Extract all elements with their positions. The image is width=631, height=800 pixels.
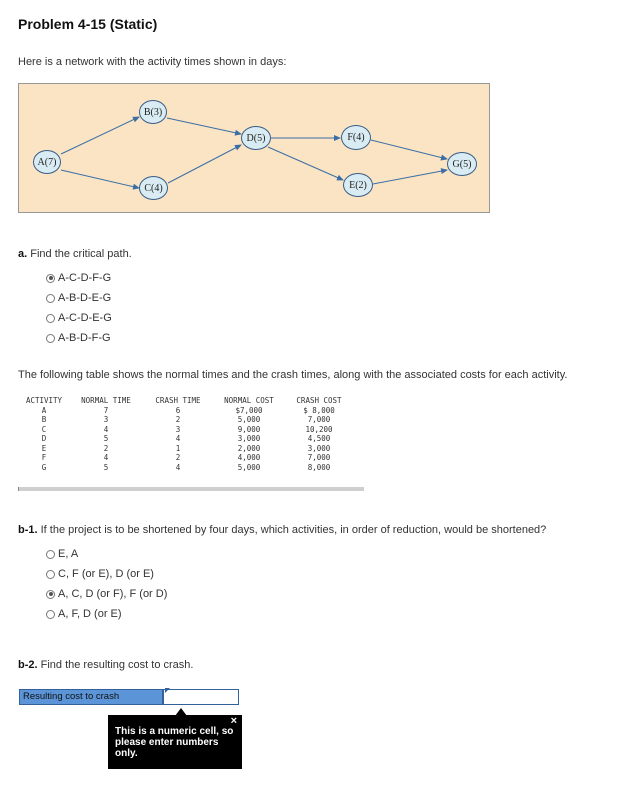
table-cell: 4,000 bbox=[237, 453, 261, 462]
option-a-3[interactable] bbox=[46, 308, 112, 328]
table-cell: G bbox=[41, 462, 47, 472]
edge-f-g bbox=[371, 140, 447, 159]
option-b1-3[interactable] bbox=[46, 584, 167, 604]
table-row bbox=[18, 453, 363, 463]
table-cell: 3 bbox=[175, 424, 181, 434]
table-row bbox=[18, 425, 363, 435]
active-cell-indicator-icon bbox=[165, 688, 170, 693]
radio-selected-icon[interactable] bbox=[46, 590, 55, 599]
radio-icon[interactable] bbox=[46, 570, 55, 579]
option-a-2[interactable] bbox=[46, 288, 112, 308]
table-row bbox=[18, 434, 363, 444]
table-cell: 7 bbox=[103, 405, 109, 415]
node-a: A(7) bbox=[33, 150, 61, 174]
option-label: A-B-D-E-G bbox=[58, 292, 112, 304]
numeric-cell-tooltip bbox=[108, 715, 242, 769]
option-label: A, C, D (or F), F (or D) bbox=[58, 588, 168, 600]
edge-a-b bbox=[61, 117, 139, 154]
table-cell: 2 bbox=[175, 453, 181, 462]
option-label: A-C-D-F-G bbox=[58, 272, 112, 284]
question-a-options bbox=[46, 268, 112, 348]
header-cell: CRASH COST bbox=[296, 396, 342, 405]
table-row bbox=[18, 406, 363, 416]
table-cell: 5 bbox=[103, 462, 109, 472]
radio-icon[interactable] bbox=[46, 314, 55, 323]
question-b1-options bbox=[46, 544, 167, 624]
header-cell: NORMAL COST bbox=[224, 396, 274, 405]
table-cell: 3,000 bbox=[237, 434, 261, 443]
header-cell: CRASH TIME bbox=[155, 396, 201, 405]
radio-selected-icon[interactable] bbox=[46, 274, 55, 283]
question-b1-label: b-1. bbox=[18, 524, 38, 536]
option-label: C, F (or E), D (or E) bbox=[58, 568, 154, 580]
table-cell: 6 bbox=[175, 405, 181, 415]
edge-b-d bbox=[167, 118, 241, 134]
table-cell: F bbox=[41, 453, 47, 462]
table-cell: 7,000 bbox=[307, 415, 331, 424]
option-b1-2[interactable] bbox=[46, 564, 167, 584]
table-row bbox=[18, 463, 363, 473]
activity-table bbox=[18, 396, 363, 472]
table-scrollbar[interactable] bbox=[18, 487, 364, 491]
table-cell: 3,000 bbox=[307, 443, 331, 453]
option-label: A, F, D (or E) bbox=[58, 608, 122, 620]
radio-icon[interactable] bbox=[46, 334, 55, 343]
table-cell: 9,000 bbox=[237, 424, 261, 434]
node-c: C(4) bbox=[139, 176, 168, 200]
table-cell: 5 bbox=[103, 434, 109, 443]
table-cell: D bbox=[41, 434, 47, 443]
question-b1-text: If the project is to be shortened by four days, which activities, in order of reduction, would be shortened? bbox=[40, 524, 547, 536]
close-icon[interactable]: × bbox=[230, 715, 237, 727]
radio-icon[interactable] bbox=[46, 610, 55, 619]
answer-input[interactable] bbox=[164, 694, 238, 708]
table-cell: 4 bbox=[175, 462, 181, 472]
problem-title: Problem 4-15 (Static) bbox=[18, 16, 158, 32]
tooltip-text: This is a numeric cell, so please enter numbers only. bbox=[115, 726, 234, 759]
table-cell: $7,000 bbox=[235, 405, 263, 415]
table-cell: 8,000 bbox=[307, 462, 331, 472]
node-f: F(4) bbox=[341, 125, 371, 150]
question-b2-text: Find the resulting cost to crash. bbox=[40, 659, 194, 671]
table-cell: E bbox=[41, 443, 47, 453]
answer-label: Resulting cost to crash bbox=[19, 689, 163, 705]
question-a-text: Find the critical path. bbox=[30, 248, 132, 260]
table-row bbox=[18, 415, 363, 425]
option-b1-4[interactable] bbox=[46, 604, 167, 624]
table-cell: A bbox=[41, 405, 47, 415]
header-cell: ACTIVITY bbox=[25, 396, 63, 405]
option-label: E, A bbox=[58, 548, 79, 560]
table-cell: 1 bbox=[175, 443, 181, 453]
edge-e-g bbox=[373, 170, 447, 184]
option-a-4[interactable] bbox=[46, 328, 112, 348]
table-cell: 2 bbox=[175, 415, 181, 424]
table-cell: 2 bbox=[103, 443, 109, 453]
option-b1-1[interactable] bbox=[46, 544, 167, 564]
edge-c-d bbox=[168, 145, 241, 183]
table-row bbox=[18, 444, 363, 454]
network-diagram bbox=[18, 83, 490, 213]
question-b2 bbox=[18, 659, 193, 671]
header-cell: NORMAL TIME bbox=[81, 396, 131, 405]
table-cell: C bbox=[41, 424, 47, 434]
table-cell: 4 bbox=[103, 453, 109, 462]
table-cell: 5,000 bbox=[237, 415, 261, 424]
table-cell: 10,200 bbox=[305, 424, 333, 434]
table-intro: The following table shows the normal times and the crash times, along with the associated costs for each activity. bbox=[18, 369, 568, 381]
node-e: E(2) bbox=[343, 173, 373, 197]
edge-a-c bbox=[61, 170, 139, 188]
option-a-1[interactable] bbox=[46, 268, 112, 288]
table-cell: 2,000 bbox=[237, 443, 261, 453]
table-cell: 4 bbox=[175, 434, 181, 443]
node-g: G(5) bbox=[447, 152, 477, 176]
table-cell: 4 bbox=[103, 424, 109, 434]
table-cell: 4,500 bbox=[307, 434, 331, 443]
table-cell: B bbox=[41, 415, 47, 424]
option-label: A-B-D-F-G bbox=[58, 332, 111, 344]
table-cell: 5,000 bbox=[237, 462, 261, 472]
table-header-row bbox=[18, 396, 363, 406]
option-label: A-C-D-E-G bbox=[58, 312, 112, 324]
table-cell: 3 bbox=[103, 415, 109, 424]
edge-d-e bbox=[268, 147, 343, 180]
node-d: D(5) bbox=[241, 126, 271, 150]
table-cell: 7,000 bbox=[307, 453, 331, 462]
radio-icon[interactable] bbox=[46, 294, 55, 303]
radio-icon[interactable] bbox=[46, 550, 55, 559]
question-a bbox=[18, 248, 132, 260]
network-intro: Here is a network with the activity times shown in days: bbox=[18, 56, 287, 68]
table-cell: $ 8,000 bbox=[303, 405, 335, 415]
question-b1 bbox=[18, 524, 546, 536]
question-a-label: a. bbox=[18, 248, 28, 260]
answer-cell[interactable] bbox=[163, 689, 239, 705]
question-b2-label: b-2. bbox=[18, 659, 38, 671]
node-b: B(3) bbox=[139, 100, 167, 124]
